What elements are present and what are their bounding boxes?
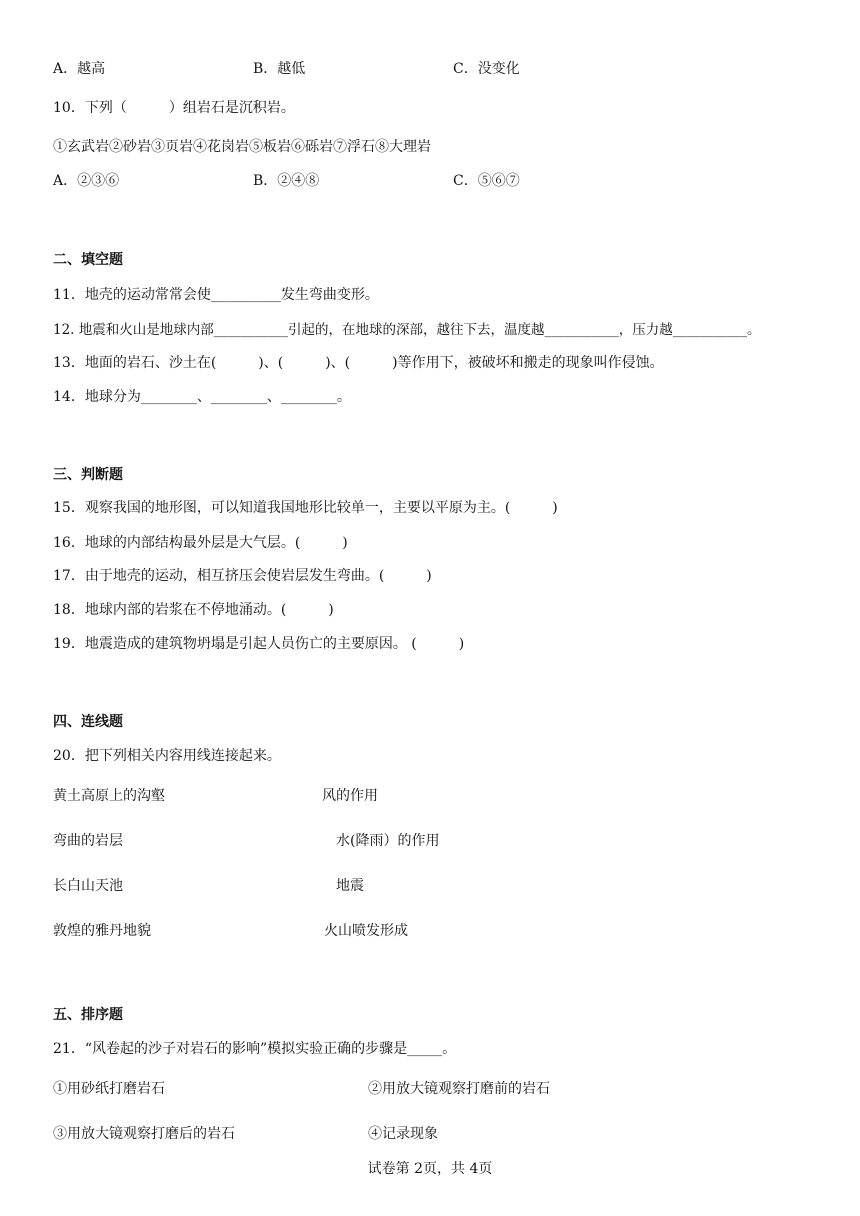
match-right-item: 风的作用 bbox=[322, 788, 378, 804]
q17: 17．由于地壳的运动，相互挤压会使岩层发生弯曲。( ) bbox=[53, 568, 432, 584]
page-footer: 试卷第 2页，共 4页 bbox=[367, 1161, 493, 1177]
match-left-item: 敦煌的雅丹地貌 bbox=[53, 923, 151, 939]
match-left-item: 黄土高原上的沟壑 bbox=[53, 788, 165, 804]
q16: 16．地球的内部结构最外层是大气层。( ) bbox=[53, 535, 348, 551]
q18: 18．地球内部的岩浆在不停地涌动。( ) bbox=[53, 602, 334, 618]
section-matching-title: 四、连线题 bbox=[53, 714, 123, 730]
q10-option-b: B．②④⑧ bbox=[253, 173, 320, 189]
step-item: ④记录现象 bbox=[368, 1126, 438, 1142]
q13: 13．地面的岩石、沙土在( )、( )、( )等作用下，被破坏和搬走的现象叫作侵蚀。 bbox=[53, 355, 664, 371]
q21: 21．“风卷起的沙子对岩石的影响”模拟实验正确的步骤是_____。 bbox=[53, 1041, 457, 1057]
q20: 20．把下列相关内容用线连接起来。 bbox=[53, 748, 281, 764]
q9-option-c: C．没变化 bbox=[453, 61, 520, 77]
q19: 19．地震造成的建筑物坍塌是引起人员伤亡的主要原因。 ( ) bbox=[53, 636, 465, 652]
q9-option-a: A．越高 bbox=[53, 61, 106, 77]
q14: 14．地球分为________、________、________。 bbox=[53, 389, 351, 405]
q11: 11．地壳的运动常常会使__________发生弯曲变形。 bbox=[53, 287, 379, 303]
q9-option-b: B．越低 bbox=[253, 61, 306, 77]
section-fill-in-title: 二、填空题 bbox=[53, 252, 123, 268]
q10-option-c: C．⑤⑥⑦ bbox=[453, 173, 520, 189]
section-true-false-title: 三、判断题 bbox=[53, 467, 123, 483]
step-item: ②用放大镜观察打磨前的岩石 bbox=[368, 1081, 550, 1097]
match-left-item: 弯曲的岩层 bbox=[53, 833, 123, 849]
match-right-item: 水(降雨）的作用 bbox=[336, 833, 440, 849]
section-ordering-title: 五、排序题 bbox=[53, 1007, 123, 1023]
q15: 15．观察我国的地形图，可以知道我国地形比较单一，主要以平原为主。( ) bbox=[53, 500, 558, 516]
step-item: ③用放大镜观察打磨后的岩石 bbox=[53, 1126, 235, 1142]
q10-stem: 10．下列（ ）组岩石是沉积岩。 bbox=[53, 100, 295, 116]
q10-rock-list: ①玄武岩②砂岩③页岩④花岗岩⑤板岩⑥砾岩⑦浮石⑧大理岩 bbox=[53, 139, 431, 155]
q10-option-a: A．②③⑥ bbox=[53, 173, 120, 189]
match-right-item: 地震 bbox=[336, 878, 364, 894]
match-left-item: 长白山天池 bbox=[53, 878, 123, 894]
match-right-item: 火山喷发形成 bbox=[324, 923, 408, 939]
q12: 12. 地震和火山是地球内部___________引起的，在地球的深部，越往下去，温度越___________，压力越___________。 bbox=[53, 322, 761, 338]
step-item: ①用砂纸打磨岩石 bbox=[53, 1081, 165, 1097]
